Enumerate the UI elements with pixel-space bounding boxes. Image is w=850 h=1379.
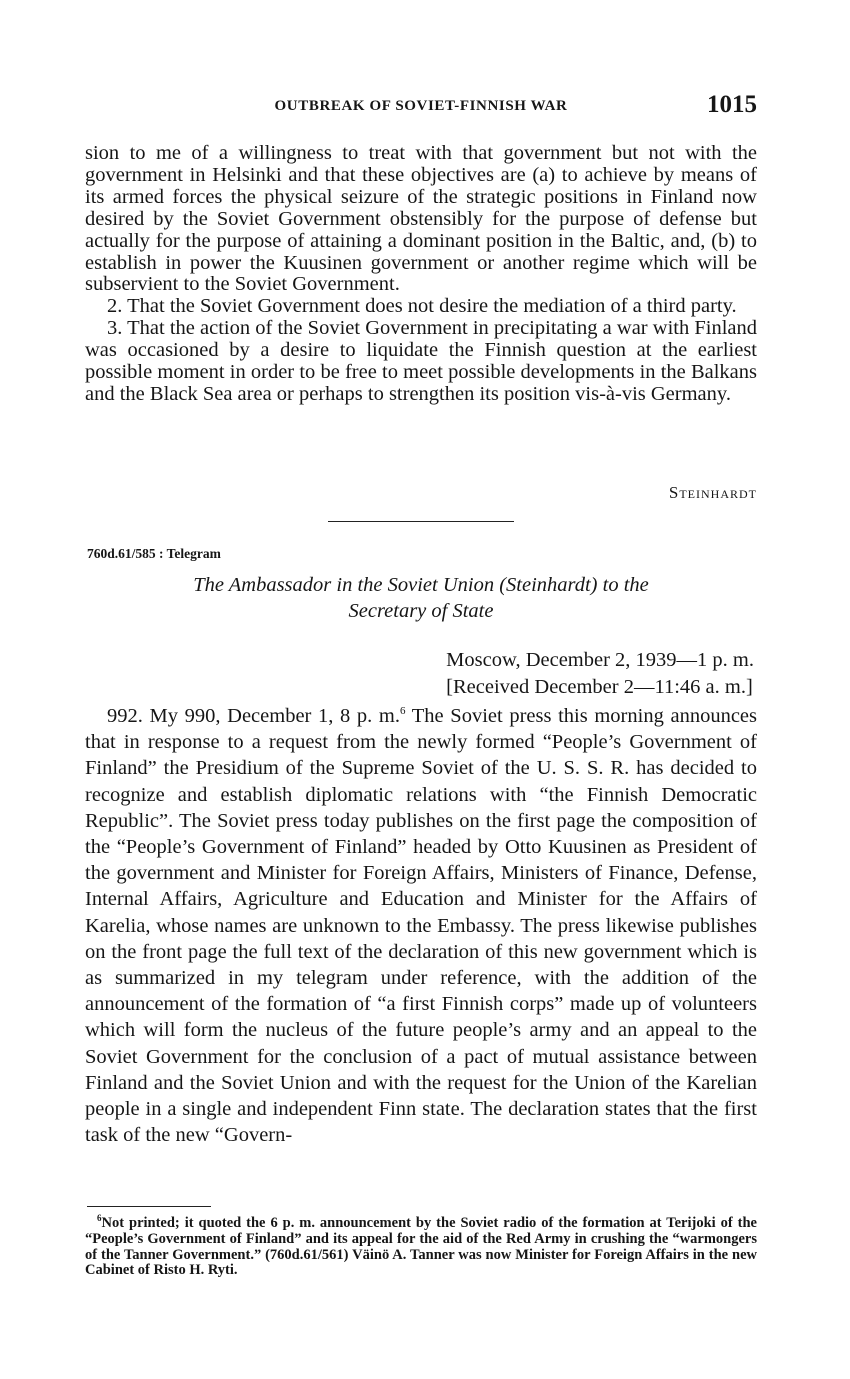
continued-text — [85, 143, 757, 406]
running-head: OUTBREAK OF SOVIET-FINNISH WAR — [274, 98, 568, 114]
file-reference: 760d.61/585 : Telegram — [87, 546, 221, 561]
document-title-line-2: Secretary of State — [348, 600, 494, 622]
footnote-marker: 6 — [97, 1213, 102, 1224]
document-title — [85, 572, 757, 624]
dateline: Moscow, December 2, 1939—1 p. m. — [446, 649, 754, 671]
page-number: 1015 — [707, 91, 757, 118]
page-header — [85, 91, 757, 124]
footnote-divider — [87, 1206, 211, 1207]
list-item-2: 2. That the Soviet Government does not desire the mediation of a third party. — [107, 295, 737, 318]
received-line: [Received December 2—11:46 a. m.] — [446, 675, 753, 698]
telegram-body — [85, 703, 757, 1148]
document-title-line-1: The Ambassador in the Soviet Union (Steinhardt) to the — [193, 574, 649, 596]
dateline-block — [446, 647, 754, 700]
footnote — [85, 1213, 757, 1279]
continued-paragraph: sion to me of a willingness to treat with that government but not with the government in Helsinki and that these objectives are (a) to achieve by means of its armed forces the physical seizure of the strategic positions in Finland now desired by the Soviet Government obstensibly for the purpose of defense but actually for the purpose of attaining a dominant position in the Baltic, and, (b) to establish in power the Kuusinen government or another regime which will be subservient to the Soviet Government. — [85, 142, 757, 296]
footnote-reference[interactable]: 6 — [400, 705, 406, 718]
footnote-text: Not printed; it quoted the 6 p. m. announcement by the Soviet radio of the formation at Terijoki of the “People’s Government of Finland” and its appeal for the aid of the Red Army in crushing the “warmongers of the Tanner Government.” (760d.61/561) Väinö A. Tanner was now Minister for Foreign Affairs in the new Cabinet of Risto H. Ryti. — [85, 1215, 757, 1279]
telegram-body-rest: The Soviet press this morning announces that in response to a request from the newly formed “People’s Government of Finland” the Presidium of the Supreme Soviet of the U. S. S. R. has decided to recognize and establish diplomatic relations with “the Finnish Democratic Republic”. The Soviet press today publishes on the first page the composition of the “People’s Government of Finland” headed by Otto Kuusinen as President of the government and Minister for Foreign Affairs, Ministers of Finance, Defense, Internal Affairs, Agriculture and Education and Minister for the Affairs of Karelia, whose names are unknown to the Embassy. The press likewise publishes on the front page the full text of the declaration of this new government which is as summarized in my telegram under reference, with the addition of the announcement of the formation of “a first Finnish corps” made up of volunteers which will form the nucleus of the future people’s army and an appeal to the Soviet Government for the conclusion of a pact of mutual assistance between Finland and the Soviet Union and with the request for the Union of the Karelian people in a single and independent Finn state. The declaration states that the first task of the new “Govern- — [85, 705, 757, 1147]
section-divider — [328, 521, 514, 522]
list-item-3: 3. That the action of the Soviet Government in precipitating a war with Finland was occasioned by a desire to liquidate the Finnish question at the earliest possible moment in order to be free to meet possible developments in the Balkans and the Black Sea area or perhaps to strengthen its position vis-à-vis Germany. — [85, 317, 757, 405]
signature: Steinhardt — [668, 483, 757, 502]
telegram-body-start: 992. My 990, December 1, 8 p. m. — [107, 705, 401, 727]
